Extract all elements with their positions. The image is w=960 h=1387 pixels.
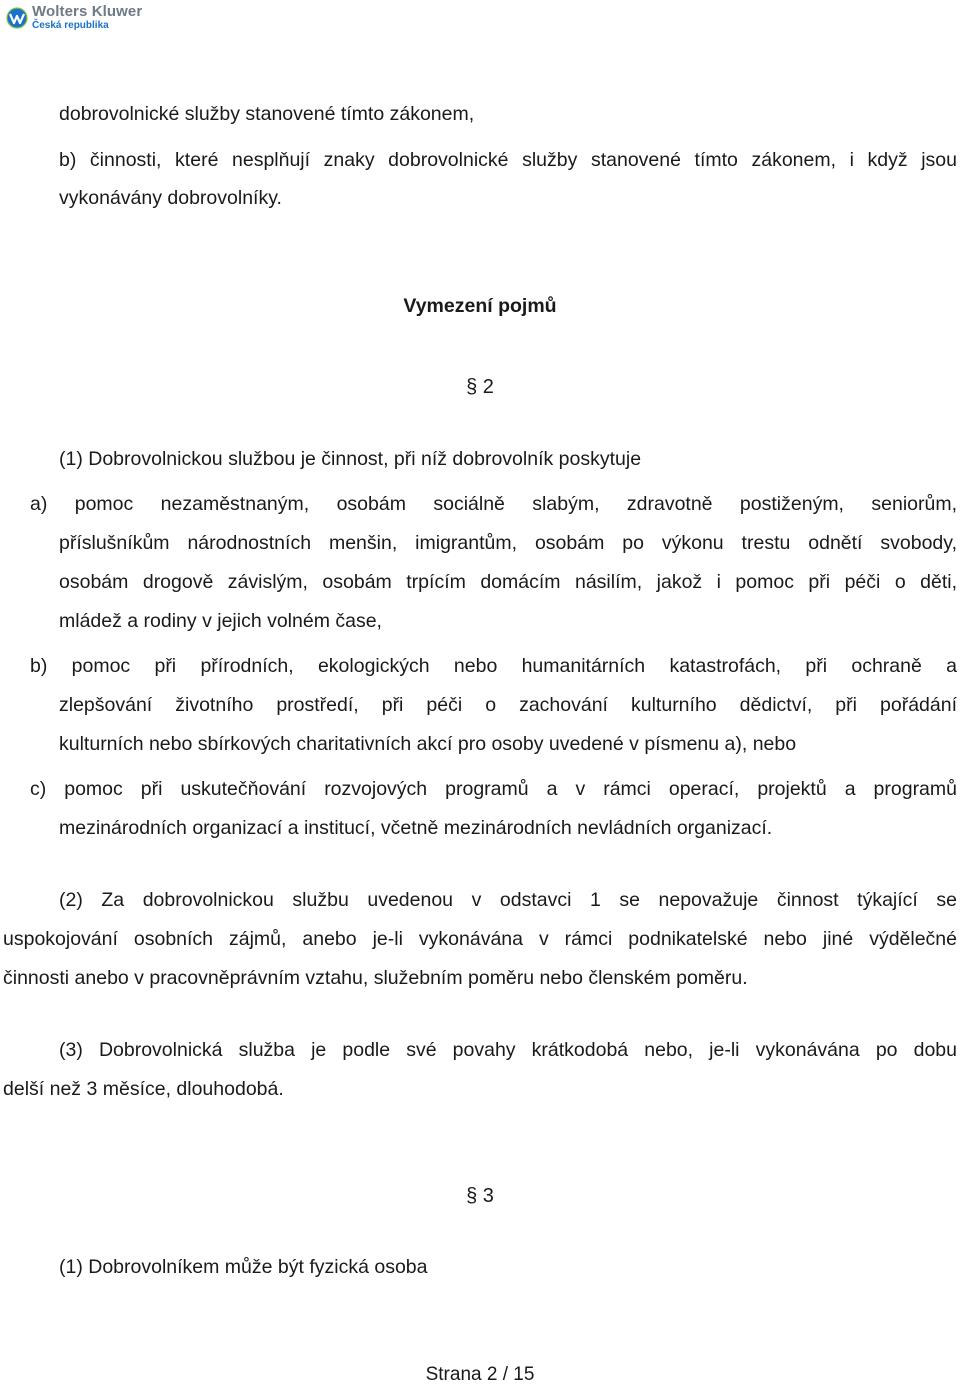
text-line: (3) Dobrovolnická služba je podle své povahy krátkodobá nebo, je-li vykonávána po dobu: [59, 1039, 957, 1061]
text-line: (1) Dobrovolnickou službou je činnost, při níž dobrovolník poskytuje: [59, 448, 642, 470]
logo-brand-text: Wolters Kluwer: [32, 3, 143, 20]
page-number: Strana 2 / 15: [425, 1364, 535, 1385]
text-line: mládež a rodiny v jejich volném čase,: [59, 610, 382, 632]
wolters-kluwer-logo-icon: [6, 7, 28, 29]
text-line: příslušníkům národnostních menšin, imigrantům, osobám po výkonu trestu odnětí svobody,: [59, 532, 957, 554]
text-line: b) činnosti, které nesplňují znaky dobrovolnické služby stanovené tímto zákonem, i když jsou: [59, 149, 957, 171]
text-line: (2) Za dobrovolnickou službu uvedenou v odstavci 1 se nepovažuje činnost týkající se: [59, 889, 957, 911]
publisher-logo: [6, 4, 142, 31]
text-line: vykonávány dobrovolníky.: [59, 187, 282, 209]
text-line: c) pomoc při uskutečňování rozvojových programů a v rámci operací, projektů a programů: [30, 778, 957, 800]
logo-subbrand-text: Česká republika: [32, 20, 109, 31]
text-line: mezinárodních organizací a institucí, včetně mezinárodních nevládních organizací.: [59, 817, 773, 839]
paragraph-number: § 3: [466, 1185, 494, 1207]
text-line: dobrovolnické služby stanovené tímto zákonem,: [59, 103, 475, 125]
text-line: osobám drogově závislým, osobám trpícím domácím násilím, jakož i pomoc při péči o děti,: [59, 571, 957, 593]
text-line: (1) Dobrovolníkem může být fyzická osoba: [59, 1256, 428, 1278]
text-line: a) pomoc nezaměstnaným, osobám sociálně slabým, zdravotně postiženým, seniorům,: [30, 493, 957, 515]
text-line: delší než 3 měsíce, dlouhodobá.: [3, 1078, 284, 1100]
section-heading: Vymezení pojmů: [403, 295, 557, 317]
text-line: uspokojování osobních zájmů, anebo je-li vykonávána v rámci podnikatelské nebo jiné výdělečné: [3, 928, 957, 950]
paragraph-number: § 2: [466, 376, 494, 398]
text-line: zlepšování životního prostředí, při péči o zachování kulturního dědictví, při pořádání: [59, 694, 957, 716]
text-line: činnosti anebo v pracovněprávním vztahu, služebním poměru nebo členském poměru.: [3, 967, 748, 989]
text-line: kulturních nebo sbírkových charitativních akcí pro osoby uvedené v písmenu a), nebo: [59, 733, 797, 755]
text-line: b) pomoc při přírodních, ekologických nebo humanitárních katastrofách, při ochraně a: [30, 655, 957, 677]
